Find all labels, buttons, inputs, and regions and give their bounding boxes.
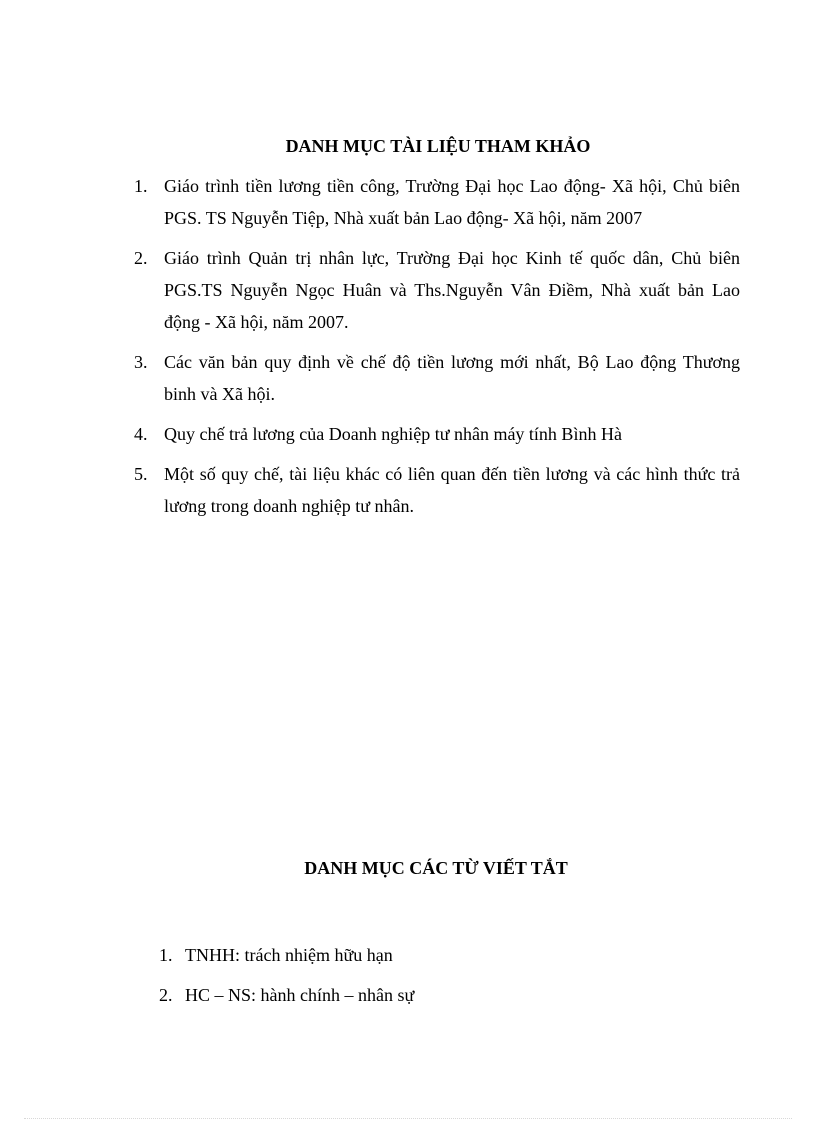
item-text: HC – NS: hành chính – nhân sự xyxy=(185,985,415,1005)
item-number: 3. xyxy=(134,352,148,372)
list-item xyxy=(130,170,740,234)
list-item xyxy=(130,418,740,450)
item-number: 2. xyxy=(159,985,173,1005)
item-text: Giáo trình tiền lương tiền công, Trường Đại học Lao động- Xã hội, Chủ biên PGS. TS Nguyễn Tiệp, Nhà xuất bản Lao động- Xã hội, năm 2007 xyxy=(164,176,740,228)
item-number: 5. xyxy=(134,464,148,484)
item-text: Một số quy chế, tài liệu khác có liên quan đến tiền lương và các hình thức trả lương trong doanh nghiệp tư nhân. xyxy=(164,464,740,516)
list-item xyxy=(155,935,655,975)
item-number: 2. xyxy=(134,248,148,268)
item-text: Các văn bản quy định về chế độ tiền lương mới nhất, Bộ Lao động Thương binh và Xã hội. xyxy=(164,352,740,404)
list-item xyxy=(130,458,740,522)
item-number: 1. xyxy=(134,176,148,196)
references-list xyxy=(130,170,740,530)
item-number: 4. xyxy=(134,424,148,444)
item-text: Giáo trình Quản trị nhân lực, Trường Đại học Kinh tế quốc dân, Chủ biên PGS.TS Nguyễn Ngọc Huân và Ths.Nguyễn Vân Điềm, Nhà xuất bản Lao động - Xã hội, năm 2007. xyxy=(164,248,740,332)
item-text: TNHH: trách nhiệm hữu hạn xyxy=(185,945,393,965)
list-item xyxy=(130,242,740,338)
references-title: DANH MỤC TÀI LIỆU THAM KHẢO xyxy=(285,136,591,156)
list-item xyxy=(155,975,655,1015)
page-footer-divider xyxy=(24,1118,792,1119)
item-text: Quy chế trả lương của Doanh nghiệp tư nhân máy tính Bình Hà xyxy=(164,424,622,444)
item-number: 1. xyxy=(159,945,173,965)
abbreviations-list xyxy=(155,935,655,1015)
list-item xyxy=(130,346,740,410)
abbreviations-title: DANH MỤC CÁC TỪ VIẾT TẮT xyxy=(304,858,568,878)
